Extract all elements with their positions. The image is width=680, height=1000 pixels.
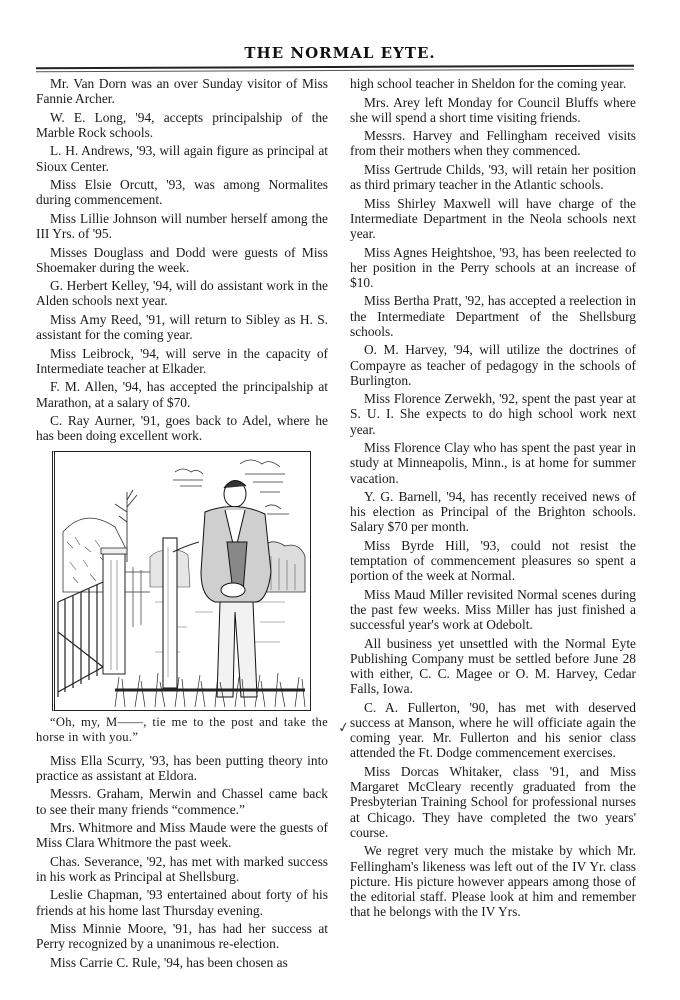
man-at-post-illustration-icon [55, 452, 310, 710]
news-item: Mrs. Arey left Monday for Council Bluffs where she will spend a short time visiting friends. [350, 94, 636, 125]
news-item: F. M. Allen, '94, has accepted the principalship at Marathon, at a salary of $70. [36, 379, 328, 410]
margin-checkmark-icon: ✓ [336, 719, 352, 737]
news-item: Miss Florence Zerwekh, '92, spent the past year at S. U. I. She expects to do high school work next year. [350, 391, 636, 437]
illustration-caption: “Oh, my, M——, tie me to the post and take the horse in with you.” [36, 715, 328, 745]
right-column [350, 76, 636, 923]
news-item: Misses Douglass and Dodd were guests of Miss Shoemaker during the week. [36, 244, 328, 275]
news-item: Leslie Chapman, '93 entertained about forty of his friends at his home last Thursday evening. [36, 887, 328, 918]
news-item: Miss Minnie Moore, '91, has had her success at Perry recognized by a unanimous re-election. [36, 921, 328, 952]
news-item: Miss Dorcas Whitaker, class '91, and Miss Margaret McCleary recently graduated from the Presbyterian Training School for professional nurses at Chicago. They have completed the two years' course. [350, 763, 636, 840]
news-item: Miss Byrde Hill, '93, could not resist the temptation of commencement pleasures so spent a portion of the week at Normal. [350, 537, 636, 584]
news-item-continued: high school teacher in Sheldon for the coming year. [350, 76, 627, 91]
news-item: Y. G. Barnell, '94, has recently received news of his election as Principal of the Brighton schools. Salary $70 per month. [350, 489, 636, 535]
news-item: Messrs. Harvey and Fellingham received visits from their mothers when they commenced. [350, 128, 636, 159]
news-item: Miss Ella Scurry, '93, has been putting theory into practice as assistant at Eldora. [36, 752, 328, 783]
news-item: Messrs. Graham, Merwin and Chassel came back to see their many friends “commence.” [36, 786, 328, 817]
news-item: Miss Bertha Pratt, '92, has accepted a reelection in the Intermediate Department of the Shellsburg schools. [350, 293, 636, 339]
news-item: Miss Florence Clay who has spent the past year in study at Minneapolis, Minn., is at home for summer vacation. [350, 440, 636, 486]
news-item: All business yet unsettled with the Normal Eyte Publishing Company must be settled before June 28 with either, C. C. Magee or O. M. Harvey, Cedar Falls, Iowa. [350, 635, 636, 697]
news-item: L. H. Andrews, '93, will again figure as principal at Sioux Center. [36, 143, 328, 174]
header-rule-thin [36, 69, 634, 73]
news-item: Miss Amy Reed, '91, will return to Sibley as H. S. assistant for the coming year. [36, 311, 328, 343]
news-item: Miss Elsie Orcutt, '93, was among Normalites during commencement. [36, 177, 328, 208]
news-item: Miss Leibrock, '94, will serve in the capacity of Intermediate teacher at Elkader. [36, 345, 328, 376]
news-item: Miss Shirley Maxwell will have charge of the Intermediate Department in the Neola schools next year. [350, 195, 636, 242]
news-item: C. Ray Aurner, '91, goes back to Adel, where he has been doing excellent work. [36, 413, 328, 444]
illustration-engraving [52, 451, 311, 711]
news-item: We regret very much the mistake by which Mr. Fellingham's likeness was left out of the IV Yr. class picture. His picture however appears among those of the editorial staff. Please look at him and remember that he belongs with the IV Yrs. [350, 843, 636, 920]
illustration-figure [36, 451, 328, 744]
left-column [36, 76, 328, 973]
news-item: Miss Maud Miller revisited Normal scenes during the past few weeks. Miss Miller has just finished a successful year's work at Odebolt. [350, 586, 636, 633]
news-item: Miss Agnes Heightshoe, '93, has been reelected to her position in the Perry schools at an increase of $10. [350, 244, 636, 290]
news-item: Miss Lillie Johnson will number herself among the III Yrs. of '95. [36, 210, 328, 242]
news-item: W. E. Long, '94, accepts principalship of the Marble Rock schools. [36, 109, 328, 140]
news-item: Chas. Severance, '92, has met with marked success in his work as Principal at Shellsburg. [36, 853, 328, 884]
news-item: Miss Gertrude Childs, '93, will retain her position as third primary teacher in the Atlantic schools. [350, 161, 636, 193]
news-item: Mrs. Whitmore and Miss Maude were the guests of Miss Clara Whitmore the past week. [36, 820, 328, 851]
news-item: C. A. Fullerton, '90, has met with deserved success at Manson, where he will officiate again the coming year. Mr. Fullerton and his senior class attended the Ft. Dodge commencement exercises. [350, 699, 636, 761]
page-title: THE NORMAL EYTE. [244, 44, 436, 62]
news-item: O. M. Harvey, '94, will utilize the doctrines of Compayre as teacher of pedagogy in the schools of Burlington. [350, 342, 636, 388]
news-item: Miss Carrie C. Rule, '94, has been chosen as [50, 954, 288, 970]
news-item: Mr. Van Dorn was an over Sunday visitor of Miss Fannie Archer. [36, 76, 328, 107]
news-item: G. Herbert Kelley, '94, will do assistant work in the Alden schools next year. [36, 278, 328, 309]
